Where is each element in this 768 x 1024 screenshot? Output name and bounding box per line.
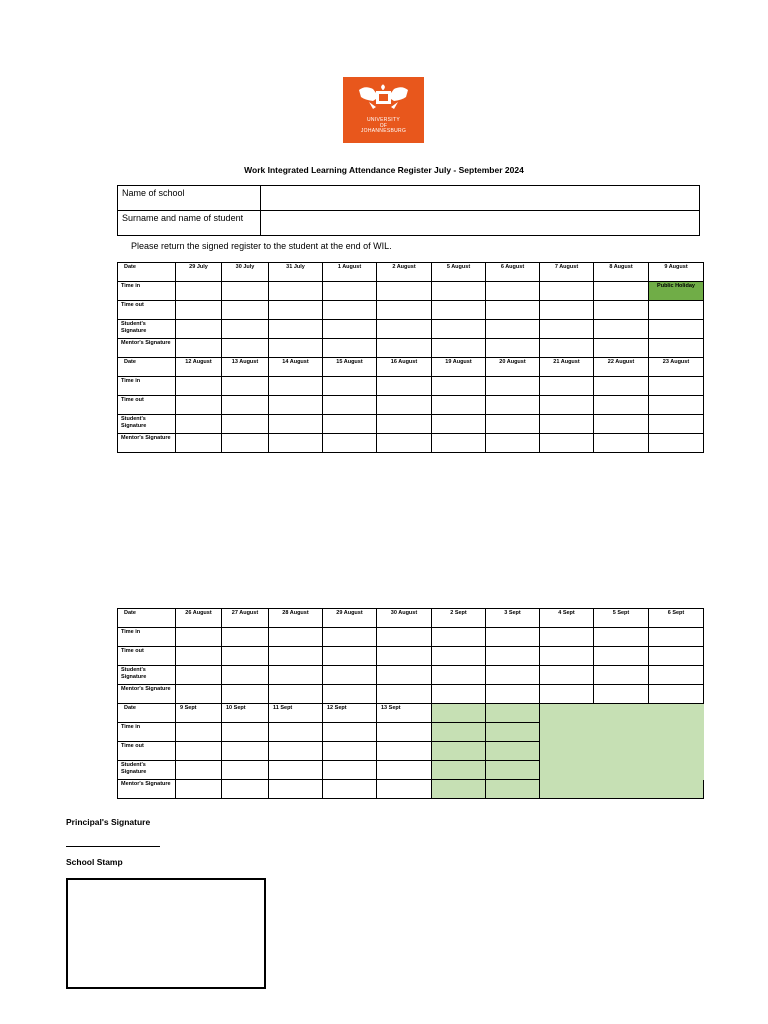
time-out-row	[118, 742, 704, 761]
school-field[interactable]	[261, 186, 700, 211]
entry-cell[interactable]	[377, 723, 432, 742]
entry-cell[interactable]	[377, 320, 432, 339]
university-logo	[343, 77, 424, 143]
entry-cell[interactable]	[594, 647, 649, 666]
inactive-cell	[649, 742, 704, 761]
entry-cell[interactable]	[176, 301, 222, 320]
date-cell: 16 August	[377, 358, 432, 377]
entry-cell[interactable]	[269, 377, 323, 396]
entry-cell[interactable]	[222, 434, 269, 453]
school-label: Name of school	[118, 186, 261, 211]
entry-cell[interactable]	[269, 320, 323, 339]
inactive-cell	[486, 780, 540, 799]
entry-cell[interactable]	[377, 666, 432, 685]
date-cell: 14 August	[269, 358, 323, 377]
entry-cell[interactable]	[176, 396, 222, 415]
date-row	[118, 704, 704, 723]
attendance-register-august-september	[117, 608, 704, 799]
entry-cell[interactable]	[323, 647, 377, 666]
entry-cell[interactable]	[323, 434, 377, 453]
entry-cell[interactable]	[432, 320, 486, 339]
date-cell: 28 August	[269, 609, 323, 628]
time-in-row	[118, 377, 704, 396]
entry-cell[interactable]	[594, 685, 649, 704]
time-in-row	[118, 628, 704, 647]
student-signature-label: Student's Signature	[118, 761, 176, 780]
date-cell: 27 August	[222, 609, 269, 628]
date-cell: 7 August	[540, 263, 594, 282]
entry-cell[interactable]	[269, 301, 323, 320]
entry-cell[interactable]	[323, 320, 377, 339]
entry-cell[interactable]	[432, 647, 486, 666]
date-cell: 2 August	[377, 263, 432, 282]
date-cell: 23 August	[649, 358, 704, 377]
date-cell: 19 August	[432, 358, 486, 377]
inactive-cell	[432, 723, 486, 742]
mentor-signature-row	[118, 685, 704, 704]
entry-cell[interactable]	[323, 723, 377, 742]
entry-cell[interactable]	[176, 685, 222, 704]
date-cell: 9 August	[649, 263, 704, 282]
entry-cell[interactable]	[486, 396, 540, 415]
entry-cell[interactable]	[222, 742, 269, 761]
entry-cell[interactable]	[269, 396, 323, 415]
entry-cell[interactable]	[176, 320, 222, 339]
entry-cell[interactable]	[486, 628, 540, 647]
entry-cell[interactable]	[323, 761, 377, 780]
entry-cell[interactable]	[222, 628, 269, 647]
logo-line-2: OF	[379, 123, 388, 129]
date-cell: 26 August	[176, 609, 222, 628]
time-in-label: Time in	[118, 377, 176, 396]
entry-cell[interactable]	[649, 647, 704, 666]
date-cell: 31 July	[269, 263, 323, 282]
entry-cell[interactable]	[540, 282, 594, 301]
inactive-cell	[649, 704, 704, 723]
inactive-cell	[540, 780, 594, 799]
date-label: Date	[118, 609, 176, 628]
entry-cell[interactable]	[222, 761, 269, 780]
entry-cell[interactable]	[540, 628, 594, 647]
entry-cell[interactable]	[432, 666, 486, 685]
entry-cell[interactable]	[540, 685, 594, 704]
date-cell: 2 Sept	[432, 609, 486, 628]
mentor-signature-row	[118, 339, 704, 358]
time-out-label: Time out	[118, 742, 176, 761]
date-cell: 5 Sept	[594, 609, 649, 628]
entry-cell[interactable]	[486, 282, 540, 301]
entry-cell[interactable]	[377, 396, 432, 415]
entry-cell[interactable]	[269, 628, 323, 647]
entry-cell[interactable]	[649, 377, 704, 396]
entry-cell[interactable]	[269, 415, 323, 434]
entry-cell[interactable]	[222, 685, 269, 704]
school-stamp-label: School Stamp	[66, 857, 123, 867]
entry-cell[interactable]	[649, 628, 704, 647]
entry-cell[interactable]	[323, 282, 377, 301]
entry-cell[interactable]	[432, 628, 486, 647]
entry-cell[interactable]	[377, 301, 432, 320]
date-cell: 4 Sept	[540, 609, 594, 628]
date-row	[118, 358, 704, 377]
entry-cell[interactable]	[222, 396, 269, 415]
date-cell: 22 August	[594, 358, 649, 377]
date-cell: 15 August	[323, 358, 377, 377]
entry-cell[interactable]	[323, 628, 377, 647]
entry-cell[interactable]	[594, 396, 649, 415]
student-signature-row	[118, 320, 704, 339]
entry-cell[interactable]	[377, 685, 432, 704]
time-in-label: Time in	[118, 282, 176, 301]
entry-cell[interactable]	[323, 339, 377, 358]
entry-cell[interactable]	[486, 685, 540, 704]
inactive-cell	[540, 742, 594, 761]
entry-cell[interactable]	[323, 396, 377, 415]
entry-cell[interactable]	[222, 301, 269, 320]
entry-cell[interactable]	[269, 434, 323, 453]
school-row	[118, 186, 700, 211]
date-cell: 10 Sept	[222, 704, 269, 723]
mentor-signature-label: Mentor's Signature	[118, 685, 176, 704]
inactive-cell	[486, 723, 540, 742]
entry-cell[interactable]	[269, 780, 323, 799]
date-cell: 20 August	[486, 358, 540, 377]
entry-cell[interactable]	[649, 685, 704, 704]
inactive-cell	[432, 704, 486, 723]
student-signature-label: Student's Signature	[118, 666, 176, 685]
date-label: Date	[118, 358, 176, 377]
entry-cell[interactable]	[323, 301, 377, 320]
entry-cell[interactable]	[432, 282, 486, 301]
date-label: Date	[118, 263, 176, 282]
entry-cell[interactable]	[222, 647, 269, 666]
entry-cell[interactable]	[323, 377, 377, 396]
entry-cell[interactable]	[432, 301, 486, 320]
entry-cell[interactable]	[176, 339, 222, 358]
time-out-label: Time out	[118, 647, 176, 666]
entry-cell[interactable]	[432, 377, 486, 396]
entry-cell[interactable]	[269, 742, 323, 761]
inactive-cell	[486, 742, 540, 761]
entry-cell[interactable]	[649, 396, 704, 415]
student-signature-label: Student's Signature	[118, 415, 176, 434]
entry-cell[interactable]	[323, 666, 377, 685]
entry-cell[interactable]	[377, 415, 432, 434]
entry-cell[interactable]	[432, 339, 486, 358]
entry-cell[interactable]	[176, 761, 222, 780]
date-cell: 6 August	[486, 263, 540, 282]
entry-cell[interactable]	[269, 685, 323, 704]
time-out-row	[118, 396, 704, 415]
entry-cell[interactable]	[377, 434, 432, 453]
attendance-register-july-august	[117, 262, 704, 453]
date-cell: 29 July	[176, 263, 222, 282]
inactive-cell	[649, 780, 704, 799]
entry-cell[interactable]	[486, 666, 540, 685]
student-field[interactable]	[261, 211, 700, 236]
entry-cell[interactable]	[377, 628, 432, 647]
entry-cell[interactable]	[377, 339, 432, 358]
entry-cell[interactable]	[269, 723, 323, 742]
school-stamp-box	[66, 878, 266, 989]
time-out-row	[118, 301, 704, 320]
entry-cell[interactable]	[176, 282, 222, 301]
entry-cell[interactable]	[432, 415, 486, 434]
entry-cell[interactable]	[269, 339, 323, 358]
mentor-signature-label: Mentor's Signature	[118, 780, 176, 799]
entry-cell[interactable]	[377, 780, 432, 799]
entry-cell[interactable]	[540, 377, 594, 396]
entry-cell[interactable]	[377, 742, 432, 761]
mentor-signature-label: Mentor's Signature	[118, 339, 176, 358]
inactive-cell	[486, 761, 540, 780]
entry-cell[interactable]	[222, 282, 269, 301]
entry-cell[interactable]	[176, 647, 222, 666]
entry-cell[interactable]	[323, 742, 377, 761]
entry-cell[interactable]	[594, 377, 649, 396]
entry-cell[interactable]	[176, 666, 222, 685]
date-cell: 29 August	[323, 609, 377, 628]
date-cell: 21 August	[540, 358, 594, 377]
entry-cell[interactable]	[649, 339, 704, 358]
time-in-row	[118, 282, 704, 301]
inactive-cell	[594, 780, 649, 799]
document-title: Work Integrated Learning Attendance Register July - September 2024	[244, 165, 524, 175]
student-signature-row	[118, 415, 704, 434]
entry-cell[interactable]	[486, 377, 540, 396]
date-row	[118, 609, 704, 628]
time-in-row	[118, 723, 704, 742]
date-cell: 13 August	[222, 358, 269, 377]
entry-cell[interactable]	[176, 742, 222, 761]
entry-cell[interactable]	[176, 434, 222, 453]
date-cell: 12 Sept	[323, 704, 377, 723]
inactive-cell	[540, 704, 594, 723]
entry-cell[interactable]	[649, 320, 704, 339]
inactive-cell	[594, 704, 649, 723]
student-signature-label: Student's Signature	[118, 320, 176, 339]
entry-cell[interactable]	[269, 761, 323, 780]
date-label: Date	[118, 704, 176, 723]
time-out-label: Time out	[118, 301, 176, 320]
principal-signature-label: Principal's Signature	[66, 817, 151, 827]
entry-cell[interactable]	[540, 415, 594, 434]
entry-cell[interactable]	[486, 647, 540, 666]
entry-cell[interactable]	[222, 780, 269, 799]
mentor-signature-row	[118, 434, 704, 453]
date-cell: 11 Sept	[269, 704, 323, 723]
time-out-row	[118, 647, 704, 666]
time-in-label: Time in	[118, 628, 176, 647]
logo-line-1: UNIVERSITY	[366, 117, 400, 123]
date-cell: 3 Sept	[486, 609, 540, 628]
date-cell: 8 August	[594, 263, 649, 282]
entry-cell[interactable]	[323, 780, 377, 799]
entry-cell[interactable]	[594, 282, 649, 301]
entry-cell[interactable]	[323, 685, 377, 704]
entry-cell[interactable]	[594, 666, 649, 685]
entry-cell[interactable]	[176, 723, 222, 742]
entry-cell[interactable]	[649, 301, 704, 320]
inactive-cell	[432, 742, 486, 761]
entry-cell[interactable]	[222, 666, 269, 685]
entry-cell[interactable]	[486, 434, 540, 453]
date-cell: 9 Sept	[176, 704, 222, 723]
entry-cell[interactable]	[176, 377, 222, 396]
entry-cell[interactable]	[269, 647, 323, 666]
entry-cell[interactable]	[594, 339, 649, 358]
entry-cell[interactable]	[377, 377, 432, 396]
entry-cell[interactable]	[540, 434, 594, 453]
entry-cell[interactable]	[486, 301, 540, 320]
entry-cell[interactable]	[649, 415, 704, 434]
return-note: Please return the signed register to the student at the end of WIL.	[131, 241, 392, 251]
entry-cell[interactable]	[269, 666, 323, 685]
entry-cell[interactable]	[649, 666, 704, 685]
entry-cell[interactable]	[486, 320, 540, 339]
signature-line[interactable]	[66, 846, 160, 847]
entry-cell[interactable]	[486, 415, 540, 434]
entry-cell[interactable]	[222, 723, 269, 742]
entry-cell[interactable]	[222, 339, 269, 358]
entry-cell[interactable]	[176, 628, 222, 647]
entry-cell[interactable]	[269, 282, 323, 301]
mentor-signature-label: Mentor's Signature	[118, 434, 176, 453]
inactive-cell	[594, 761, 649, 780]
entry-cell[interactable]	[540, 396, 594, 415]
inactive-cell	[432, 761, 486, 780]
student-signature-row	[118, 761, 704, 780]
entry-cell[interactable]	[540, 339, 594, 358]
date-cell: 13 Sept	[377, 704, 432, 723]
entry-cell[interactable]	[432, 434, 486, 453]
date-cell: 6 Sept	[649, 609, 704, 628]
entry-cell[interactable]	[540, 647, 594, 666]
time-in-label: Time in	[118, 723, 176, 742]
entry-cell[interactable]	[594, 320, 649, 339]
entry-cell[interactable]	[222, 377, 269, 396]
entry-cell[interactable]	[649, 434, 704, 453]
entry-cell[interactable]	[540, 320, 594, 339]
inactive-cell	[594, 742, 649, 761]
entry-cell[interactable]	[222, 320, 269, 339]
date-cell: 12 August	[176, 358, 222, 377]
entry-cell[interactable]	[176, 415, 222, 434]
entry-cell[interactable]	[377, 282, 432, 301]
entry-cell[interactable]	[594, 434, 649, 453]
inactive-cell	[594, 723, 649, 742]
date-cell: 30 August	[377, 609, 432, 628]
date-row	[118, 263, 704, 282]
student-label: Surname and name of student	[118, 211, 261, 236]
date-cell: 1 August	[323, 263, 377, 282]
entry-cell[interactable]	[432, 396, 486, 415]
date-cell: 30 July	[222, 263, 269, 282]
entry-cell[interactable]	[540, 666, 594, 685]
inactive-cell	[649, 723, 704, 742]
logo-line-3: JOHANNESBURG	[360, 128, 407, 134]
entry-cell[interactable]	[176, 780, 222, 799]
entry-cell[interactable]	[540, 301, 594, 320]
inactive-cell	[486, 704, 540, 723]
inactive-cell	[649, 761, 704, 780]
entry-cell[interactable]	[486, 339, 540, 358]
entry-cell[interactable]	[594, 628, 649, 647]
entry-cell[interactable]	[377, 761, 432, 780]
date-cell: 5 August	[432, 263, 486, 282]
entry-cell[interactable]	[432, 685, 486, 704]
entry-cell[interactable]	[594, 415, 649, 434]
student-info-table	[117, 185, 700, 236]
entry-cell[interactable]	[222, 415, 269, 434]
entry-cell[interactable]	[594, 301, 649, 320]
student-row	[118, 211, 700, 236]
student-signature-row	[118, 666, 704, 685]
inactive-cell	[432, 780, 486, 799]
inactive-cell	[540, 723, 594, 742]
entry-cell[interactable]	[377, 647, 432, 666]
inactive-cell	[540, 761, 594, 780]
entry-cell[interactable]	[323, 415, 377, 434]
time-out-label: Time out	[118, 396, 176, 415]
public-holiday-cell: Public Holiday	[649, 282, 704, 301]
mentor-signature-row	[118, 780, 704, 799]
